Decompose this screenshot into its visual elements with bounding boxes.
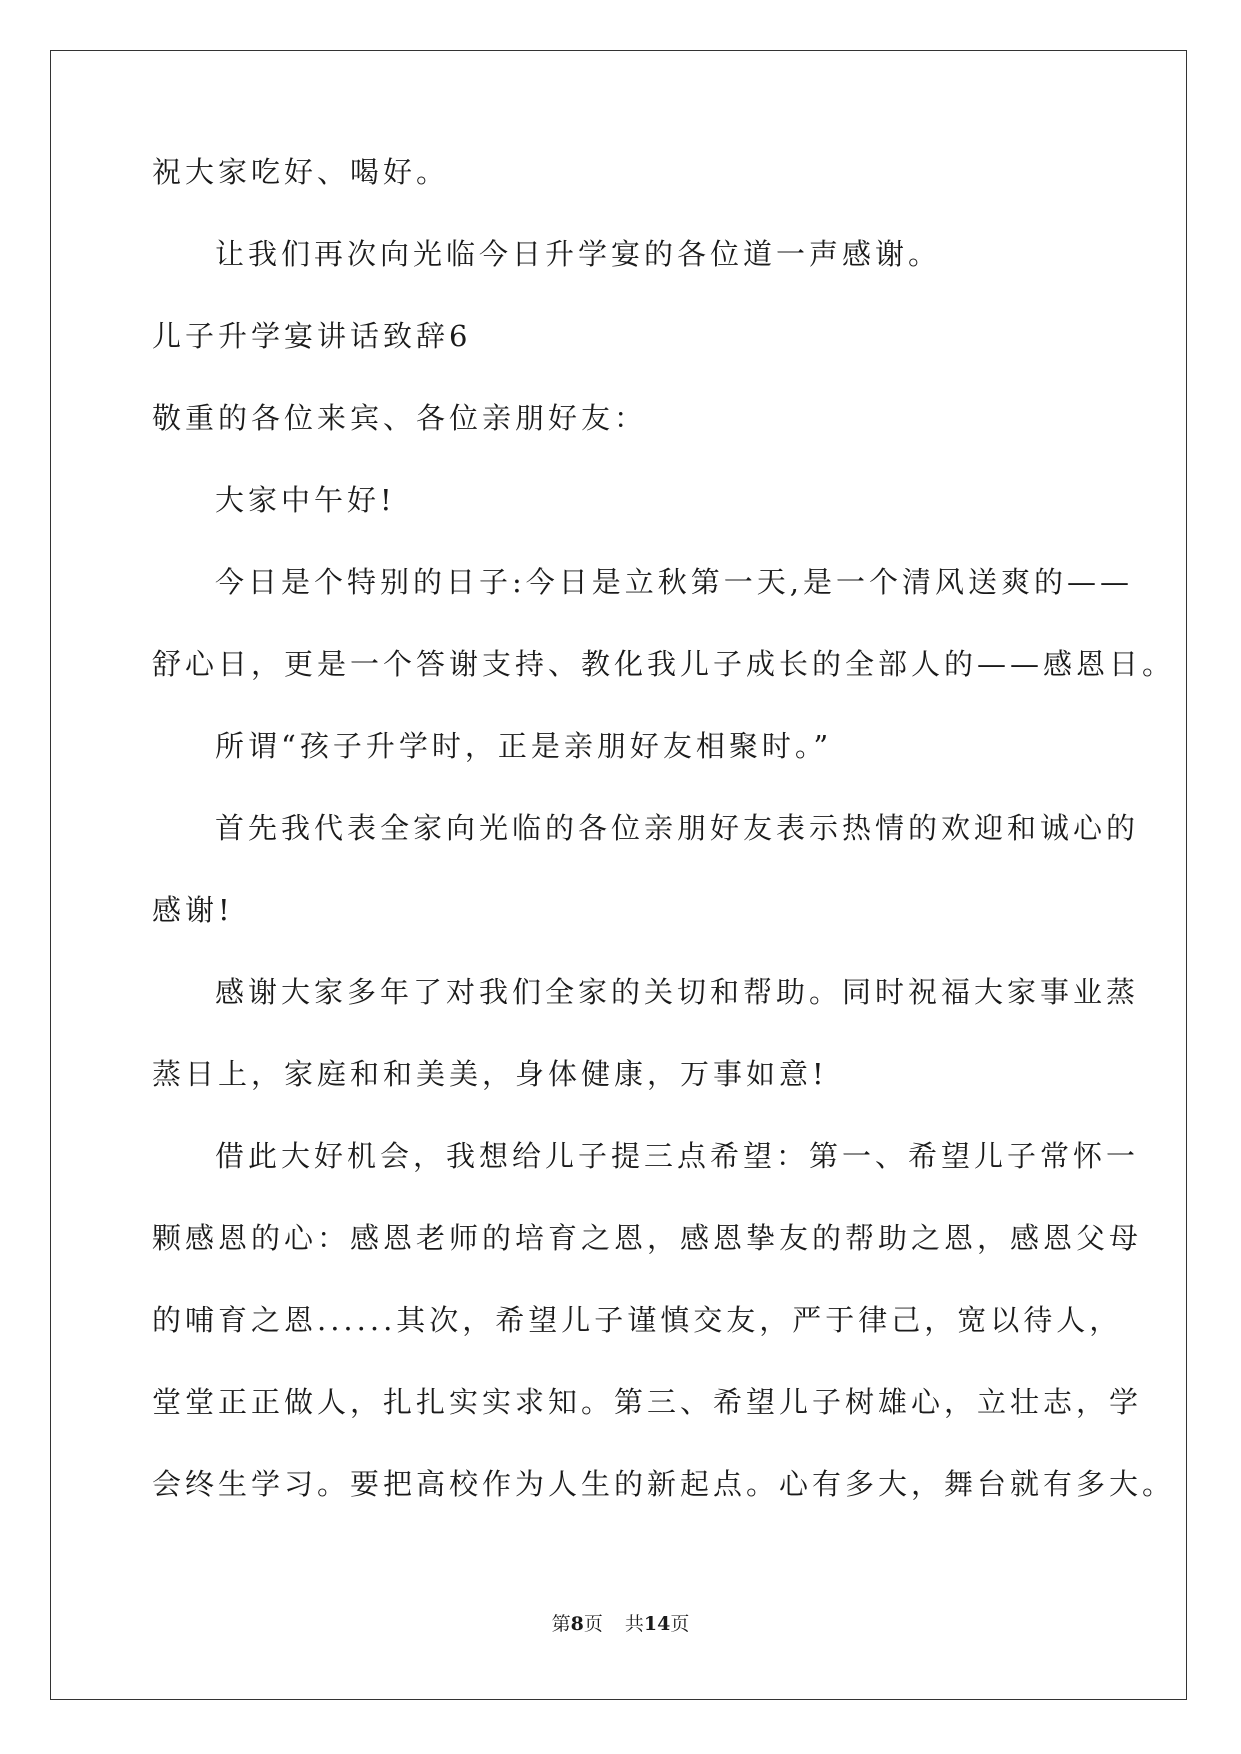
text-line-14: 颗感恩的心：感恩老师的培育之恩，感恩挚友的帮助之恩，感恩父母 xyxy=(152,1221,1143,1255)
text-line-11: 感谢大家多年了对我们全家的关切和帮助。同时祝福大家事业蒸 xyxy=(215,975,1140,1009)
salutation: 敬重的各位来宾、各位亲朋好友： xyxy=(152,401,648,435)
page-border xyxy=(50,50,1187,1700)
text-line-7: 舒心日，更是一个答谢支持、教化我儿子成长的全部人的——感恩日。 xyxy=(152,647,1176,681)
text-line-16: 堂堂正正做人，扎扎实实求知。第三、希望儿子树雄心，立壮志，学 xyxy=(152,1385,1143,1419)
footer-total-suffix: 页 xyxy=(670,1613,690,1635)
text-line-1: 祝大家吃好、喝好。 xyxy=(152,155,450,189)
footer-total-prefix: 共 xyxy=(624,1613,644,1635)
greeting: 大家中午好! xyxy=(215,483,396,517)
footer-page-suffix: 页 xyxy=(583,1613,603,1635)
footer-page-prefix: 第 xyxy=(551,1613,571,1635)
text-line-6: 今日是个特别的日子:今日是立秋第一天,是一个清风送爽的—— xyxy=(215,565,1133,599)
text-line-17: 会终生学习。要把高校作为人生的新起点。心有多大，舞台就有多大。 xyxy=(152,1467,1176,1501)
text-line-8: 所谓“孩子升学时，正是亲朋好友相聚时。” xyxy=(215,729,833,763)
text-line-10: 感谢! xyxy=(152,893,234,927)
text-line-12: 蒸日上，家庭和和美美，身体健康，万事如意! xyxy=(152,1057,828,1091)
text-line-13: 借此大好机会，我想给儿子提三点希望：第一、希望儿子常怀一 xyxy=(215,1139,1140,1173)
page-footer xyxy=(0,1612,1241,1636)
text-line-9: 首先我代表全家向光临的各位亲朋好友表示热情的欢迎和诚心的 xyxy=(215,811,1140,845)
text-line-2: 让我们再次向光临今日升学宴的各位道一声感谢。 xyxy=(215,237,942,271)
section-heading: 儿子升学宴讲话致辞6 xyxy=(152,319,472,353)
footer-total-number: 14 xyxy=(643,1613,671,1635)
text-line-15: 的哺育之恩......其次，希望儿子谨慎交友，严于律己，宽以待人， xyxy=(152,1303,1123,1337)
footer-page-number: 8 xyxy=(570,1613,584,1635)
